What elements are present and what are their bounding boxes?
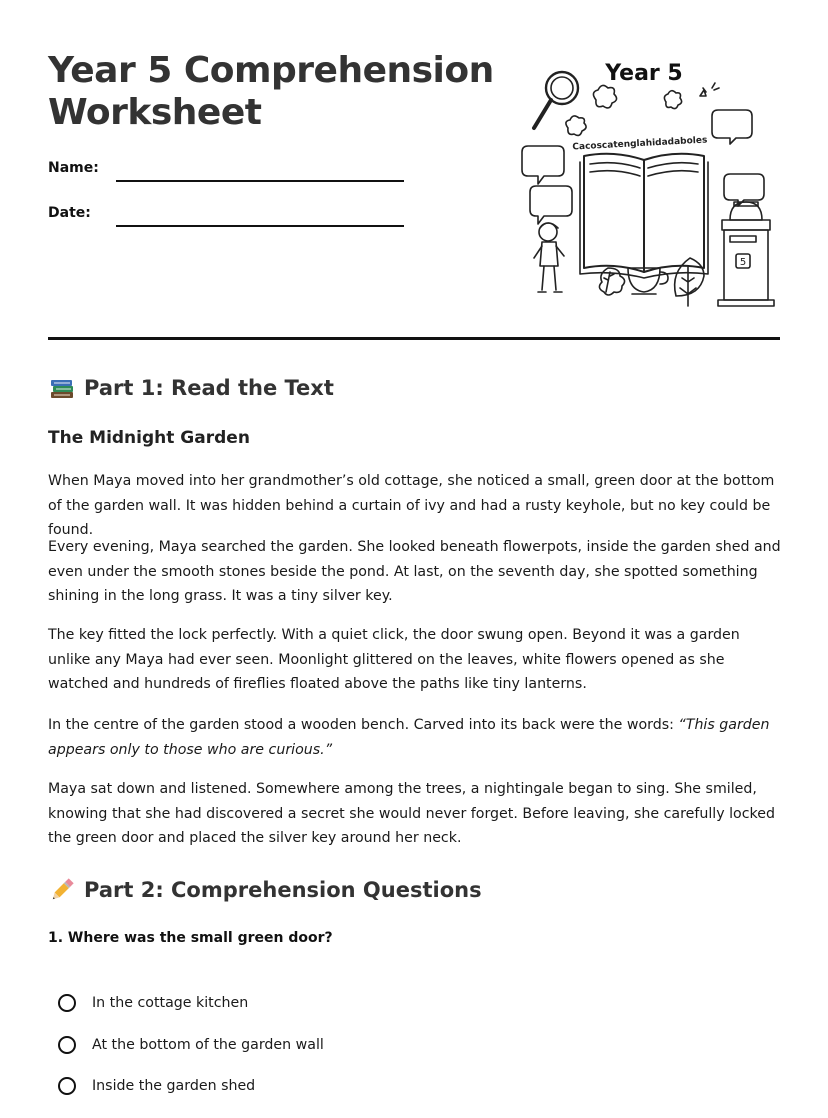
- child-icon: [534, 223, 564, 292]
- radio-button[interactable]: [58, 994, 76, 1012]
- option-label: Inside the garden shed: [92, 1078, 256, 1094]
- year5-illustration: [518, 52, 788, 312]
- books-icon: [48, 374, 76, 402]
- option-garden-wall[interactable]: [58, 1036, 324, 1054]
- radio-button[interactable]: [58, 1077, 76, 1095]
- question-1: 1. Where was the small green door?: [48, 930, 333, 946]
- option-cottage-kitchen[interactable]: [58, 994, 248, 1012]
- part1-heading-text: Part 1: Read the Text: [84, 376, 334, 400]
- story-paragraph-4: [48, 713, 782, 762]
- part1-heading: [48, 374, 334, 402]
- option-garden-shed[interactable]: [58, 1077, 255, 1095]
- date-label: Date:: [48, 205, 91, 221]
- radio-button[interactable]: [58, 1036, 76, 1054]
- bench-inscription: “This garden appears only to those who are curious.”: [48, 717, 770, 758]
- year-label: Year 5: [605, 61, 683, 86]
- header-divider: [48, 337, 780, 340]
- title-line-1: Year 5 Comprehension: [48, 50, 494, 91]
- sparkle-icon: [700, 83, 719, 96]
- story-paragraph-5: Maya sat down and listened. Somewhere among the trees, a nightingale began to sing. She smiled, knowing that she had discovered a secret she would never forget. Before leaving, she carefully locked the green door and placed the silver key around her neck.: [48, 781, 775, 846]
- option-label: In the cottage kitchen: [92, 995, 249, 1011]
- title-line-2: Worksheet: [48, 92, 262, 133]
- magnifying-glass-icon: [534, 72, 578, 128]
- postbox-number: 5: [739, 257, 747, 268]
- date-field[interactable]: [116, 225, 404, 227]
- story-paragraph-3: The key fitted the lock perfectly. With a quiet click, the door swung open. Beyond it was a garden unlike any Maya had ever seen. Moonlight glittered on the leaves, white flowers opened as she watched and hundreds of fireflies floated above the paths like tiny lanterns.: [48, 627, 740, 692]
- flower-icon: [566, 85, 682, 135]
- part2-heading: [48, 876, 482, 904]
- book-caption: Cacoscatenglahidadaboles: [572, 135, 708, 153]
- pencil-icon: [48, 876, 76, 904]
- paragraph-4-text: In the centre of the garden stood a wooden bench. Carved into its back were the words:: [48, 717, 679, 733]
- worksheet-title: [48, 50, 494, 134]
- option-label: At the bottom of the garden wall: [92, 1037, 324, 1053]
- story-paragraph-1: When Maya moved into her grandmother’s old cottage, she noticed a small, green door at the bottom of the garden wall. It was hidden behind a curtain of ivy and had a rusty keyhole, but no key could be found.: [48, 473, 775, 538]
- post-box-icon: [718, 202, 774, 306]
- story-paragraph-2: Every evening, Maya searched the garden. She looked beneath flowerpots, inside the garden shed and even under the smooth stones beside the pond. At last, on the seventh day, she spotted something shining in the long grass. It was a tiny silver key.: [48, 539, 781, 604]
- teacup-icon: [628, 268, 668, 294]
- part2-heading-text: Part 2: Comprehension Questions: [84, 878, 482, 902]
- story-title: The Midnight Garden: [48, 428, 250, 448]
- name-field[interactable]: [116, 180, 404, 182]
- name-label: Name:: [48, 160, 99, 176]
